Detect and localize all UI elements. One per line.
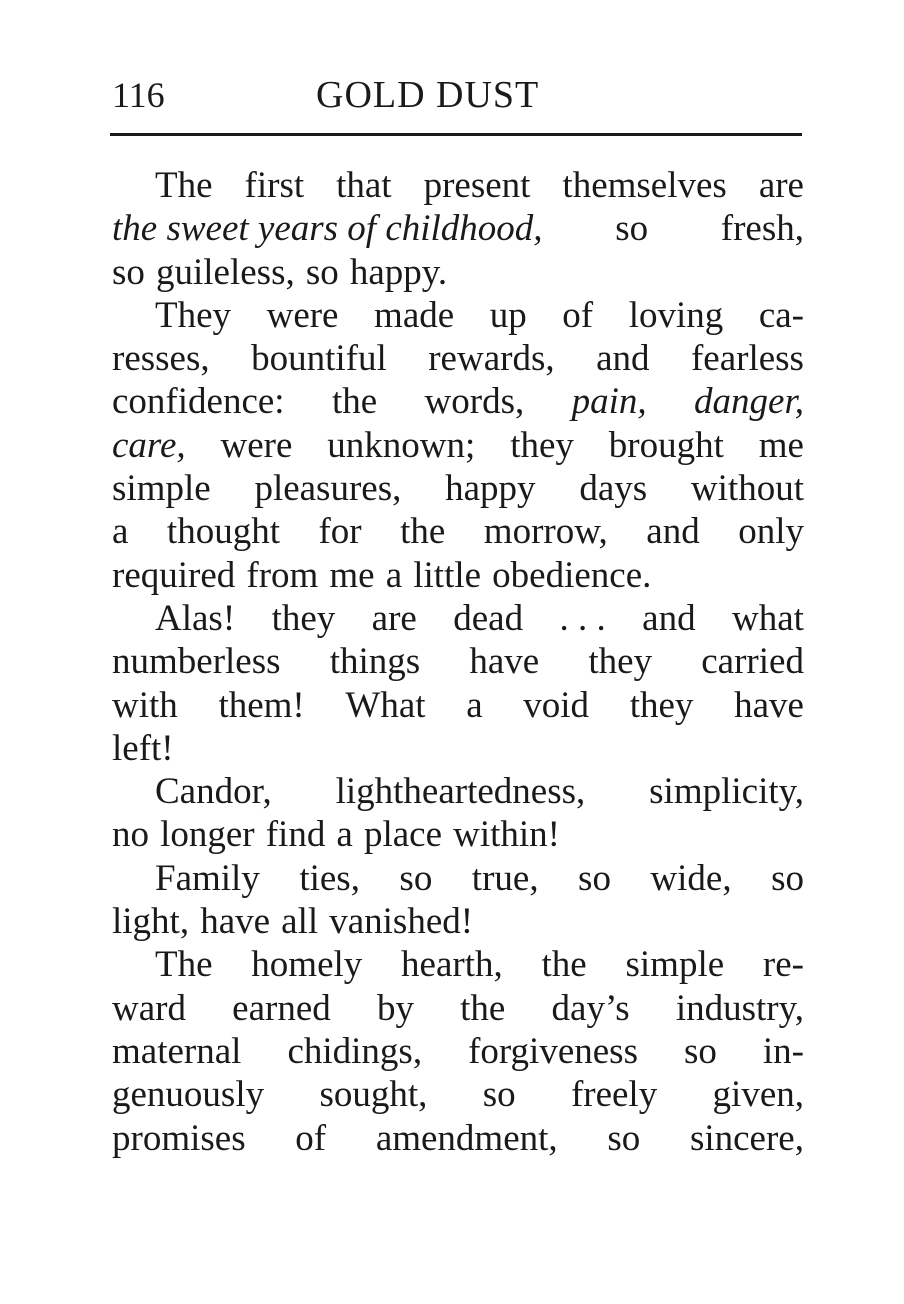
word: and — [646, 511, 700, 553]
word: amendment, — [375, 1117, 558, 1159]
word: without — [690, 468, 804, 510]
word: for — [318, 511, 362, 553]
text-line — [112, 554, 804, 597]
word: find — [265, 814, 326, 856]
word: ties, — [299, 857, 360, 899]
word: so — [615, 208, 649, 250]
word: resses, — [112, 338, 210, 380]
word: sincere, — [689, 1117, 804, 1159]
word: are — [758, 165, 804, 206]
text-line — [112, 857, 804, 900]
word: up — [489, 294, 527, 336]
word: and — [642, 597, 696, 639]
word: re- — [762, 944, 804, 986]
word: sought, — [319, 1074, 428, 1116]
word: words, — [424, 381, 525, 423]
word: with — [112, 684, 178, 726]
word: so — [771, 857, 804, 899]
text-line — [112, 294, 804, 337]
text-line — [112, 684, 804, 727]
word: required — [112, 554, 236, 596]
word: wide, — [650, 857, 732, 899]
text-line — [112, 510, 804, 553]
word: me — [329, 554, 375, 596]
word: bountiful — [251, 338, 387, 380]
text-line — [112, 1030, 804, 1073]
word: rewards, — [428, 338, 555, 380]
word: things — [329, 641, 421, 683]
word: . . . — [559, 597, 606, 639]
word: of — [295, 1117, 327, 1159]
word: in- — [762, 1030, 804, 1072]
word: all — [281, 901, 319, 943]
word: have — [469, 641, 540, 683]
word: a — [336, 814, 353, 856]
word: vanished! — [329, 901, 474, 943]
word: and — [596, 338, 650, 380]
word: maternal — [112, 1030, 242, 1072]
word: day’s — [551, 987, 630, 1029]
word: the — [400, 511, 446, 553]
running-head — [112, 70, 802, 120]
word: left! — [112, 727, 174, 769]
word: were — [266, 294, 339, 336]
word: Family — [155, 857, 260, 899]
word: the sweet years of childhood, — [112, 208, 543, 250]
text-line — [112, 1117, 804, 1160]
word: that — [336, 165, 392, 206]
text-line — [112, 813, 804, 856]
running-title: GOLD DUST — [316, 74, 540, 116]
word: freely — [570, 1074, 658, 1116]
word: they — [510, 424, 574, 466]
word: void — [523, 684, 590, 726]
word: hearth, — [401, 944, 503, 986]
word: thought — [166, 511, 280, 553]
word: happy — [445, 468, 536, 510]
word: they — [629, 684, 694, 726]
word: me — [758, 424, 804, 466]
word: within! — [453, 814, 560, 856]
word: numberless — [112, 641, 281, 683]
word: unknown; — [327, 424, 476, 466]
word: little — [413, 554, 482, 596]
word: confidence: — [112, 381, 285, 423]
word: homely — [251, 944, 363, 986]
page-number: 116 — [112, 75, 165, 115]
word: them! — [218, 684, 305, 726]
word: fearless — [690, 338, 804, 380]
word: themselves — [562, 165, 727, 206]
word: genuously — [112, 1074, 265, 1116]
word: danger, — [694, 381, 804, 423]
word: have — [734, 684, 804, 726]
word: days — [579, 468, 648, 510]
text-line — [112, 164, 804, 207]
text-line — [112, 943, 804, 986]
word: ca- — [758, 294, 804, 336]
text-line — [112, 770, 804, 813]
word: morrow, — [483, 511, 608, 553]
word: forgiveness — [468, 1030, 638, 1072]
word: first — [244, 165, 305, 206]
word: They — [155, 294, 232, 336]
word: simple — [625, 944, 725, 986]
word: The — [155, 165, 213, 206]
word: simple — [112, 468, 211, 510]
word: place — [363, 814, 442, 856]
text-line — [112, 337, 804, 380]
word: The — [155, 944, 213, 986]
body-text — [112, 164, 804, 1160]
word: true, — [471, 857, 539, 899]
word: of — [562, 294, 594, 336]
word: pleasures, — [254, 468, 402, 510]
word: earned — [232, 987, 331, 1029]
word: Alas! — [155, 597, 236, 639]
word: light, — [112, 901, 190, 943]
text-line — [112, 900, 804, 943]
word: by — [376, 987, 414, 1029]
word: guileless, — [156, 251, 295, 293]
word: present — [423, 165, 531, 206]
word: a — [385, 554, 403, 596]
text-line — [112, 380, 804, 423]
text-line — [112, 597, 804, 640]
word: so — [683, 1030, 717, 1072]
text-line — [112, 640, 804, 683]
word: the — [460, 987, 506, 1029]
text-line — [112, 424, 804, 467]
word: ward — [112, 987, 186, 1029]
text-line — [112, 251, 804, 294]
text-line — [112, 207, 804, 250]
word: only — [738, 511, 804, 553]
word: simplicity, — [649, 771, 804, 813]
word: chidings, — [287, 1030, 423, 1072]
word: no — [112, 814, 149, 856]
word: so — [607, 1117, 641, 1159]
word: care, — [112, 424, 186, 466]
word: pain, — [571, 381, 647, 423]
word: industry, — [675, 987, 804, 1029]
word: are — [371, 597, 417, 639]
word: a — [466, 684, 483, 726]
word: what — [732, 597, 804, 639]
word: carried — [701, 641, 804, 683]
word: have — [200, 901, 271, 943]
word: were — [220, 424, 293, 466]
text-line — [112, 467, 804, 510]
word: lightheartedness, — [335, 771, 586, 813]
word: they — [271, 597, 336, 639]
word: given, — [712, 1074, 804, 1116]
word: made — [374, 294, 455, 336]
word: so — [305, 251, 339, 293]
word: so — [578, 857, 611, 899]
word: loving — [628, 294, 724, 336]
word: What — [345, 684, 426, 726]
word: from — [246, 554, 319, 596]
word: Candor, — [155, 771, 272, 813]
text-line — [112, 727, 804, 770]
word: they — [588, 641, 653, 683]
word: the — [541, 944, 587, 986]
word: so — [482, 1074, 516, 1116]
word: so — [112, 251, 145, 293]
text-line — [112, 987, 804, 1030]
word: obedience. — [492, 554, 652, 596]
word: longer — [160, 814, 255, 856]
text-line — [112, 1073, 804, 1116]
word: brought — [608, 424, 724, 466]
word: fresh, — [720, 208, 804, 250]
word: happy. — [349, 251, 448, 293]
word: dead — [453, 597, 524, 639]
word: the — [331, 381, 378, 423]
word: so — [399, 857, 433, 899]
word: a — [112, 511, 129, 553]
header-rule — [110, 133, 802, 136]
word: promises — [112, 1117, 246, 1159]
